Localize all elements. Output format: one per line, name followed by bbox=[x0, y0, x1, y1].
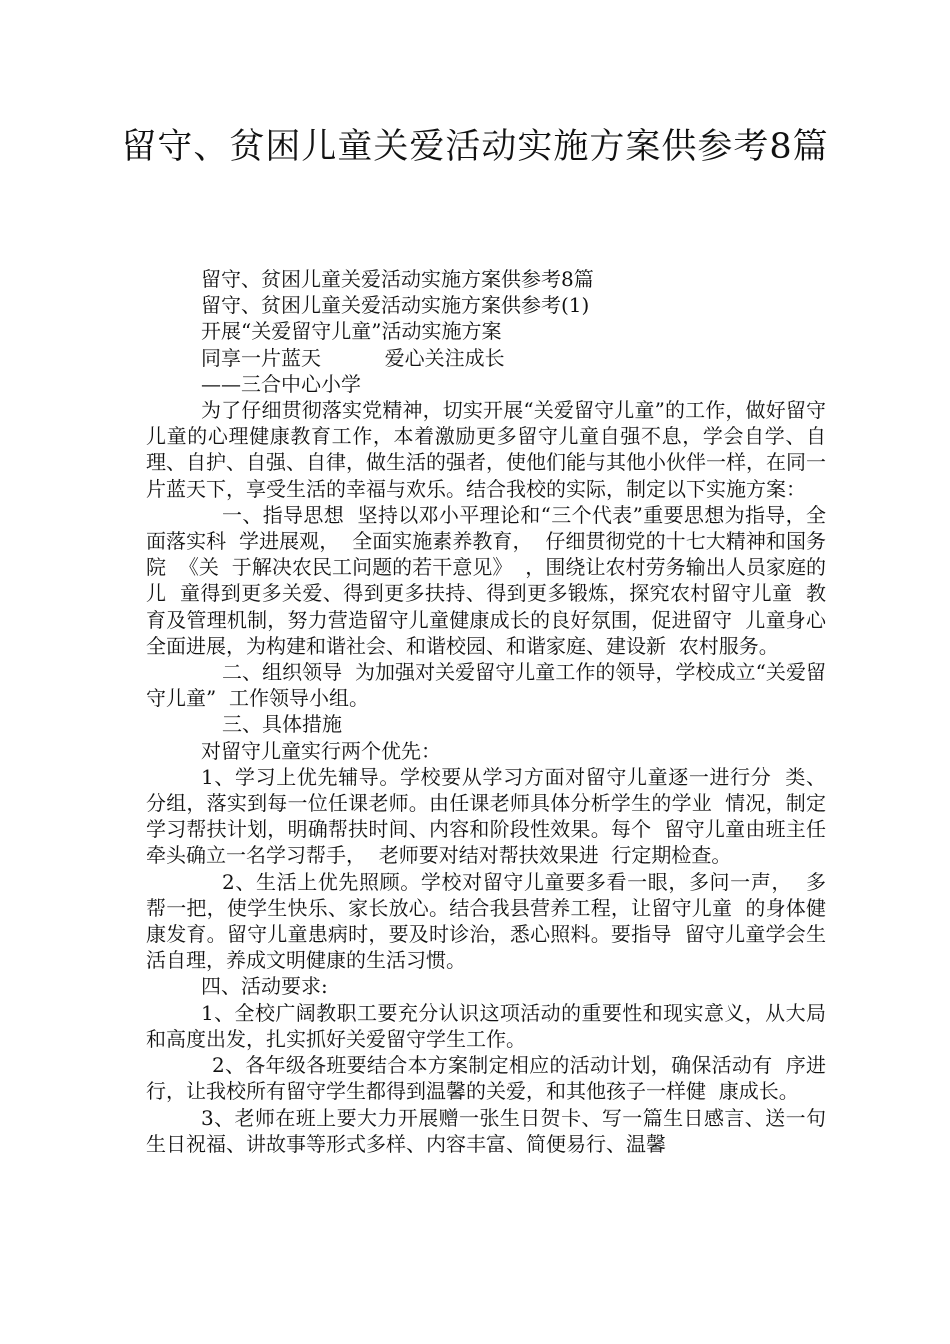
slogan-line: 同享一片蓝天 爱心关注成长 bbox=[201, 345, 505, 370]
body-paragraph: 3、老师在班上要大力开展赠一张生日贺卡、写一篇生日感言、送一句生日祝福、讲故事等形式多样、内容丰富、简便易行、温馨 bbox=[146, 1105, 826, 1156]
body-paragraph: 对留守儿童实行两个优先： bbox=[201, 738, 441, 763]
body-paragraph: 2、各年级各班要结合本方案制定相应的活动计划，确保活动有 序进行，让我校所有留守学生都得到温馨的关爱，和其他孩子一样健 康成长。 bbox=[146, 1053, 826, 1104]
section-heading: 三、具体措施 bbox=[222, 712, 342, 737]
body-paragraph: 1、学习上优先辅导。学校要从学习方面对留守儿童逐一进行分 类、分组，落实到每一位任课老师。由任课老师具体分析学生的学业 情况，制定学习帮扶计划，明确帮扶时间、内容和阶段性效果。每个 留守儿童由班主任牵头确立一名学习帮手， 老师要对结对帮扶效果进 行定期检查。 bbox=[146, 764, 826, 868]
subtitle-line: 留守、贫困儿童关爱活动实施方案供参考(1) bbox=[201, 293, 590, 318]
body-paragraph: 一、指导思想 坚持以邓小平理论和“三个代表”重要思想为指导，全面落实科 学进展观， 全面实施素养教育， 仔细贯彻党的十七大精神和国务院 《关 于解决农民工问题的若干意见》 ，围绕让农村劳务输出人员家庭的儿 童得到更多关爱、得到更多扶持、得到更多锻炼，探究农村留守儿童 教育及管理机制，努力营造留守儿童健康成长的良好氛围，促进留守 儿童身心全面进展，为构建和谐社会、和谐校园、和谐家庭、建设新 农村服务。 bbox=[146, 502, 826, 658]
heading-line: 开展“关爱留守儿童”活动实施方案 bbox=[201, 319, 502, 344]
document-title: 留守、贫困儿童关爱活动实施方案供参考8篇 bbox=[121, 127, 829, 167]
section-heading: 四、活动要求: bbox=[201, 974, 328, 999]
subtitle-line: 留守、贫困儿童关爱活动实施方案供参考8篇 bbox=[201, 267, 594, 291]
body-paragraph: 2、生活上优先照顾。学校对留守儿童要多看一眼，多问一声， 多帮一把，使学生快乐、家长放心。结合我县营养工程，让留守儿童 的身体健康发育。留守儿童患病时，要及时诊治，悉心照料。要指导 留守儿童学会生活自理，养成文明健康的生活习惯。 bbox=[146, 869, 826, 973]
body-paragraph: 为了仔细贯彻落实党精神，切实开展“关爱留守儿童”的工作，做好留守儿童的心理健康教育工作，本着激励更多留守儿童自强不息，学会自学、自理、自护、自强、自律，做生活的强者，使他们能与其他小伙伴一样，在同一片蓝天下，享受生活的幸福与欢乐。结合我校的实际，制定以下实施方案： bbox=[146, 398, 826, 501]
school-line: ——三合中心小学 bbox=[201, 371, 361, 396]
body-paragraph: 1、全校广阔教职工要充分认识这项活动的重要性和现实意义，从大局和高度出发，扎实抓好关爱留守学生工作。 bbox=[146, 1000, 826, 1051]
body-paragraph: 二、组织领导 为加强对关爱留守儿童工作的领导，学校成立“关爱留守儿童” 工作领导小组。 bbox=[146, 660, 826, 711]
document-body bbox=[146, 266, 826, 1157]
